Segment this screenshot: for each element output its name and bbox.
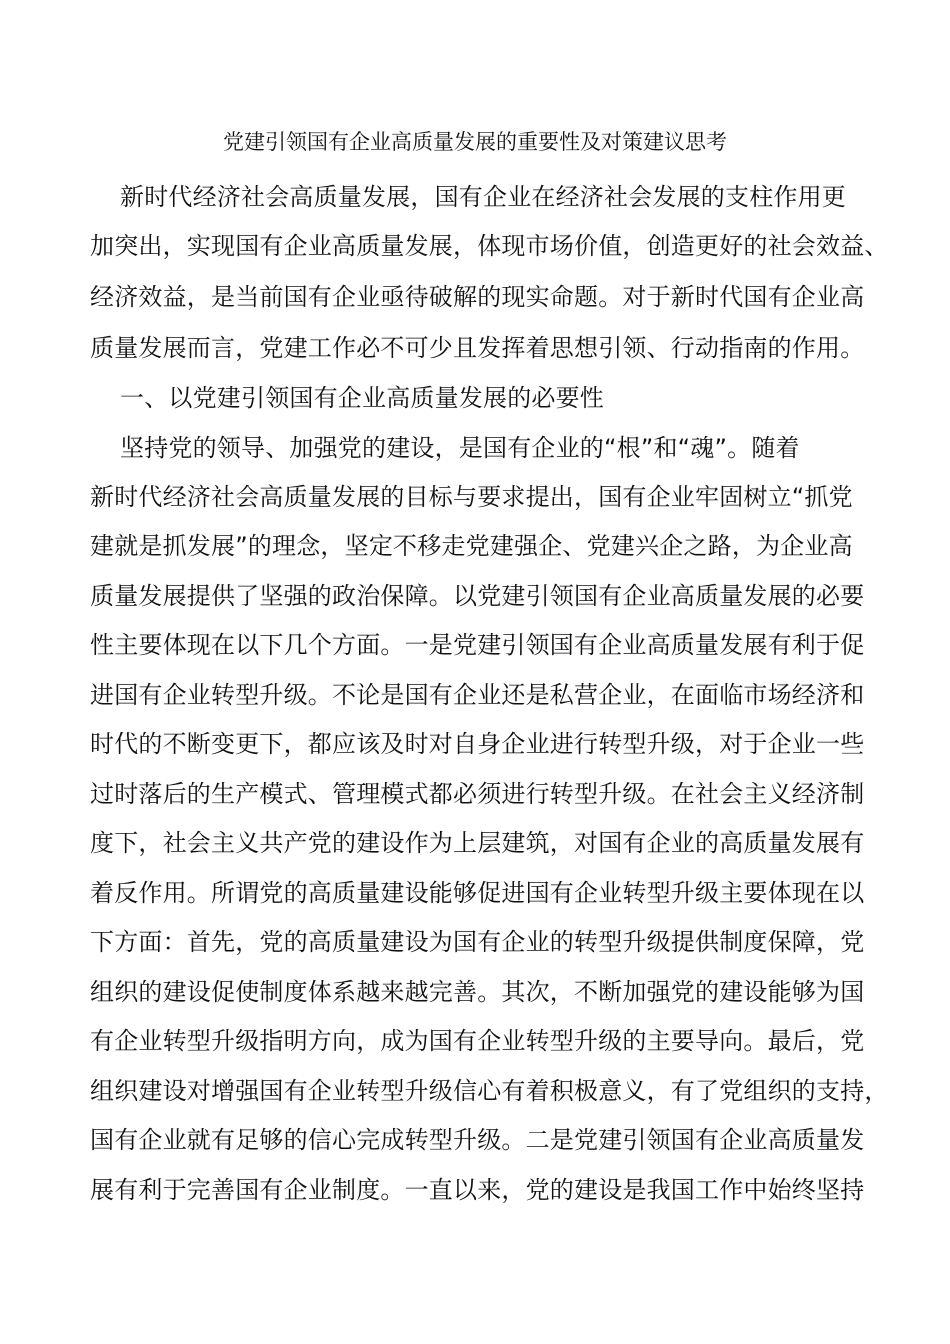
paragraph-2-line-7: 时代的不断变更下，都应该及时对自身企业进行转型升级，对于企业一些 — [90, 730, 865, 758]
document-title: 党建引领国有企业高质量发展的重要性及对策建议思考 — [223, 130, 727, 154]
section-heading-1: 一、以党建引领国有企业高质量发展的必要性 — [120, 384, 604, 412]
paragraph-2-line-10: 着反作用。所谓党的高质量建设能够促进国有企业转型升级主要体现在以 — [90, 879, 865, 907]
paragraph-2-line-1: 坚持党的领导、加强党的建设，是国有企业的“根”和“魂”。随着 — [120, 434, 800, 462]
paragraph-2-line-3: 建就是抓发展”的理念，坚定不移走党建强企、党建兴企之路，为企业高 — [90, 532, 853, 560]
paragraph-2-line-14: 组织建设对增强国有企业转型升级信心有着积极意义，有了党组织的支持， — [90, 1077, 889, 1105]
paragraph-2-line-13: 有企业转型升级指明方向，成为国有企业转型升级的主要导向。最后，党 — [90, 1027, 865, 1055]
paragraph-2-line-5: 性主要体现在以下几个方面。一是党建引领国有企业高质量发展有利于促 — [90, 631, 865, 659]
paragraph-2-line-15: 国有企业就有足够的信心完成转型升级。二是党建引领国有企业高质量发 — [90, 1126, 865, 1154]
paragraph-1-line-1: 新时代经济社会高质量发展，国有企业在经济社会发展的支柱作用更 — [120, 183, 846, 211]
paragraph-2-line-8: 过时落后的生产模式、管理模式都必须进行转型升级。在社会主义经济制 — [90, 780, 865, 808]
paragraph-2-line-12: 组织的建设促使制度体系越来越完善。其次，不断加强党的建设能够为国 — [90, 978, 865, 1006]
paragraph-2-line-11: 下方面：首先，党的高质量建设为国有企业的转型升级提供制度保障，党 — [90, 928, 865, 956]
paragraph-2-line-6: 进国有企业转型升级。不论是国有企业还是私营企业，在面临市场经济和 — [90, 681, 865, 709]
paragraph-1-line-2: 加突出，实现国有企业高质量发展，体现市场价值，创造更好的社会效益、 — [90, 232, 889, 260]
paragraph-2-line-16: 展有利于完善国有企业制度。一直以来，党的建设是我国工作中始终坚持 — [90, 1176, 865, 1204]
paragraph-2-line-4: 质量发展提供了坚强的政治保障。以党建引领国有企业高质量发展的必要 — [90, 582, 865, 610]
paragraph-2-line-9: 度下，社会主义共产党的建设作为上层建筑，对国有企业的高质量发展有 — [90, 829, 865, 857]
paragraph-1-line-4: 质量发展而言，党建工作必不可少且发挥着思想引领、行动指南的作用。 — [90, 334, 865, 362]
paragraph-1-line-3: 经济效益，是当前国有企业亟待破解的现实命题。对于新时代国有企业高 — [90, 283, 865, 311]
paragraph-2-line-2: 新时代经济社会高质量发展的目标与要求提出，国有企业牢固树立“抓党 — [90, 483, 853, 511]
